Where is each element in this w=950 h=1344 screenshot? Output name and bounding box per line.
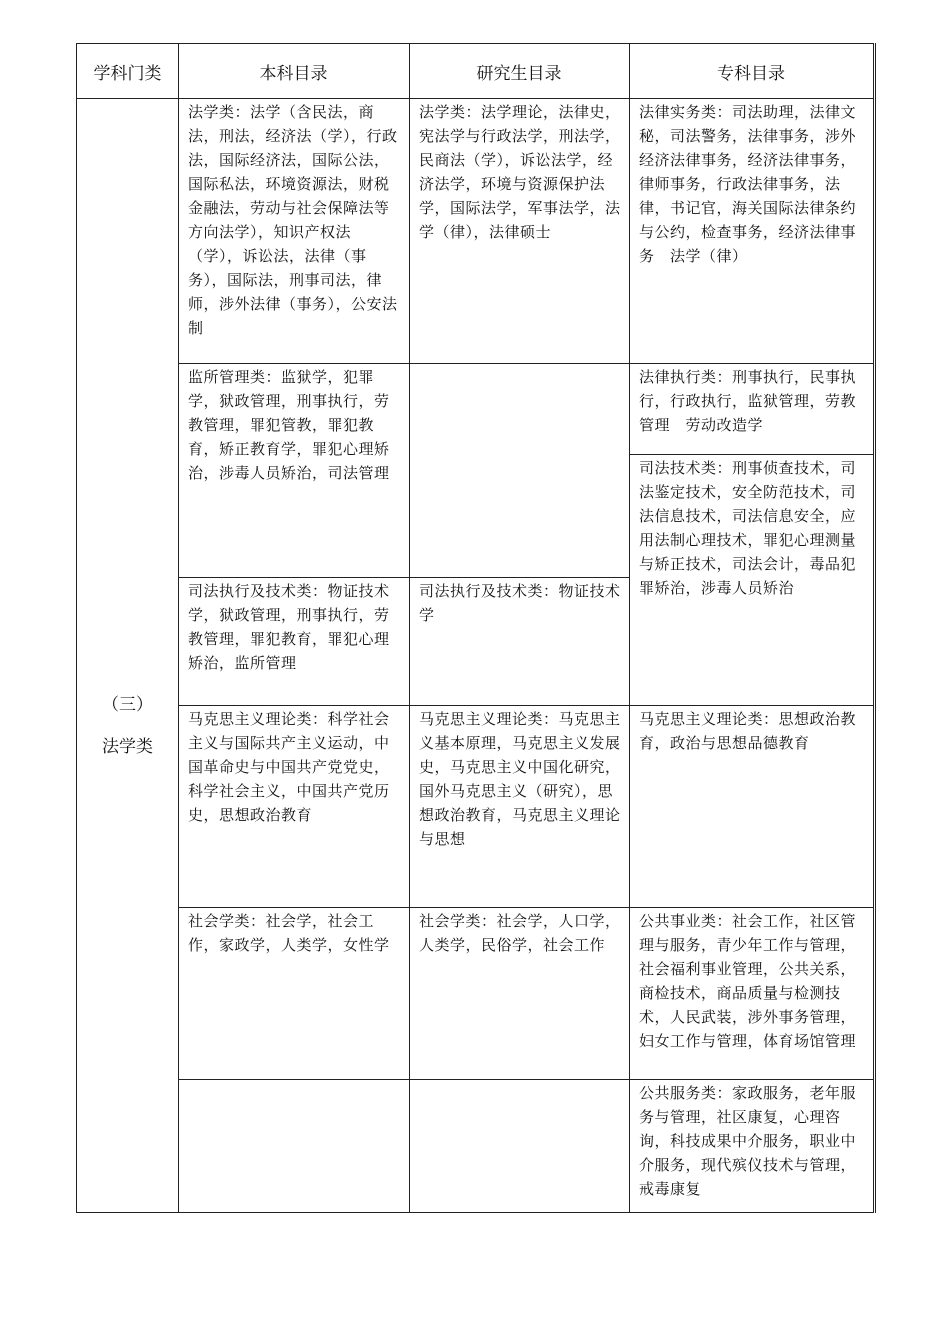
row-divider: [178, 577, 629, 578]
row-divider: [629, 907, 873, 908]
voc-cell-judicial-tech: 司法技术类：刑事侦查技术，司法鉴定技术，安全防范技术，司法信息技术，司法信息安全，应用法制心理技术，罪犯心理测量与矫正技术，司法会计，毒品犯罪矫治，涉毒人员矫治: [639, 459, 857, 597]
row-divider: [178, 705, 629, 706]
undergrad-cell-law: 法学类：法学（含民法，商法，刑法，经济法（学），行政法，国际经济法，国际公法，国际私法，环境资源法，财税金融法，劳动与社会保障法等方向法学），知识产权法（学），诉讼法，法律（事务），国际法，刑事司法，律师，涉外法律（事务），公安法制: [188, 103, 398, 337]
undergrad-cell-sociology: 社会学类：社会学，社会工作，家政学，人类学，女性学: [188, 912, 390, 954]
row-divider: [178, 1079, 629, 1080]
voc-cell-public-affairs: 公共事业类：社会工作，社区管理与服务，青少年工作与管理，社会福利事业管理，公共关系，商检技术，商品质量与检测技术，人民武装，涉外事务管理，妇女工作与管理，体育场馆管理: [639, 912, 857, 1050]
undergrad-cell-judicial: 司法执行及技术类：物证技术学，狱政管理，刑事执行，劳教管理，罪犯教育，罪犯心理矫治，监所管理: [188, 582, 390, 672]
row-divider: [178, 907, 629, 908]
header-graduate: 研究生目录: [476, 63, 562, 84]
header-discipline: 学科门类: [93, 63, 162, 84]
voc-cell-marxism: 马克思主义理论类：思想政治教育，政治与思想品德教育: [639, 710, 857, 752]
voc-cell-legal-practice: 法律实务类：司法助理，法律文秘，司法警务，法律事务，涉外经济法律事务，经济法律事务，律师事务，行政法律事务，法律，书记官，海关国际法律条约与公约，检查事务，经济法律事务 法学（律）: [639, 103, 857, 265]
grad-cell-law: 法学类：法学理论，法律史，宪法学与行政法学，刑法学，民商法（学），诉讼法学，经济法学，环境与资源保护法学，国际法学，军事法学，法学（律），法律硕士: [419, 103, 621, 241]
discipline-catalog-table: [76, 43, 874, 1213]
row-divider: [629, 454, 873, 455]
grad-cell-marxism: 马克思主义理论类：马克思主义基本原理，马克思主义发展史，马克思主义中国化研究，国外马克思主义（研究），思想政治教育，马克思主义理论与思想: [419, 710, 621, 848]
row-divider: [629, 1079, 873, 1080]
header-vocational: 专科目录: [717, 63, 785, 84]
header-divider: [77, 98, 873, 99]
header-undergraduate: 本科目录: [259, 63, 328, 84]
voc-cell-public-service: 公共服务类：家政服务，老年服务与管理，社区康复，心理咨询，科技成果中介服务，职业中介服务，现代殡仪技术与管理，戒毒康复: [639, 1084, 857, 1198]
row-divider: [178, 363, 629, 364]
table-outer-border-right: [875, 43, 876, 1213]
row-divider: [629, 705, 873, 706]
category-name: 法学类: [102, 737, 153, 757]
undergrad-cell-marxism: 马克思主义理论类：科学社会主义与国际共产主义运动，中国革命史与中国共产党党史，科学社会主义，中国共产党历史，思想政治教育: [188, 710, 390, 824]
grad-cell-judicial: 司法执行及技术类：物证技术学: [419, 582, 621, 624]
voc-cell-law-enforcement: 法律执行类：刑事执行，民事执行，行政执行，监狱管理，劳教管理 劳动改造学: [639, 368, 857, 434]
category-number: （三）: [102, 695, 153, 715]
row-divider: [629, 363, 873, 364]
grad-cell-sociology: 社会学类：社会学，人口学，人类学，民俗学，社会工作: [419, 912, 621, 954]
undergrad-cell-prison: 监所管理类：监狱学，犯罪学，狱政管理，刑事执行，劳教管理，罪犯管教，罪犯教育，矫正教育学，罪犯心理矫治，涉毒人员矫治，司法管理: [188, 368, 390, 482]
